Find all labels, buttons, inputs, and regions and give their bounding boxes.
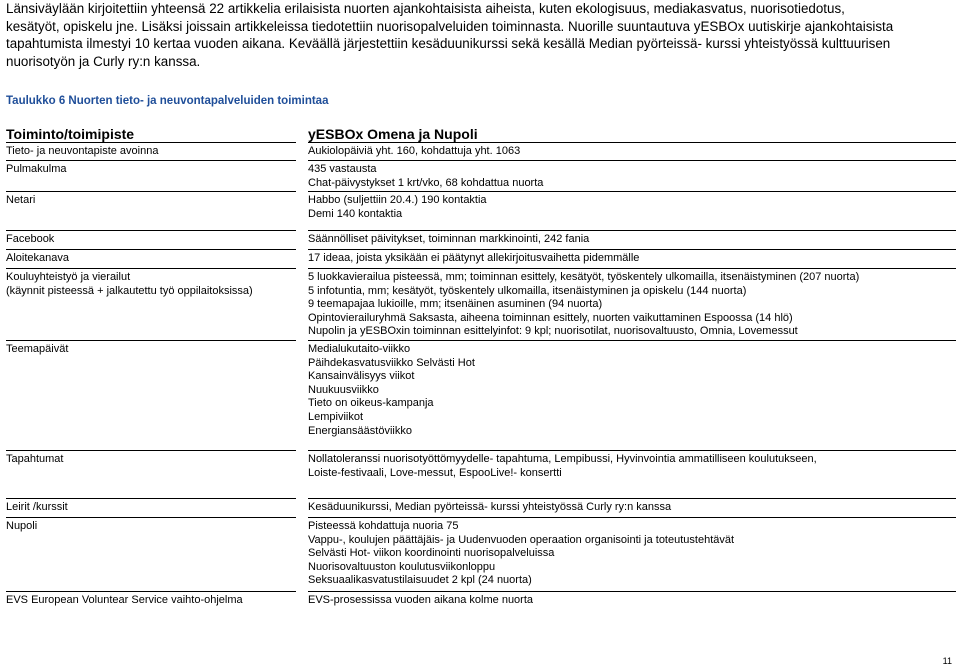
row-rule [6, 517, 296, 518]
detail-line: Seksuaalikasvatustilaisuudet 2 kpl (24 nuorta) [308, 574, 532, 587]
row-details [308, 520, 956, 588]
intro-line: tapahtumista ilmestyi 10 kertaa vuoden aikana. Keväällä järjestettiin kesäduunikurssi sekä kesällä Median pyörteissä- kurssi yhteistyössä kulttuurisen [6, 36, 891, 52]
row-rule [6, 191, 296, 192]
detail-line: Säännölliset päivitykset, toiminnan markkinointi, 242 fania [308, 233, 590, 245]
header-rule [308, 142, 956, 143]
detail-line: Medialukutaito-viikko [308, 343, 411, 355]
detail-line: Nollatoleranssi nuorisotyöttömyydelle- tapahtuma, Lempibussi, Hyvinvointia ammatilliseen koulutukseen, [308, 453, 817, 465]
detail-line: Kesäduunikurssi, Median pyörteissä- kurssi yhteistyössä Curly ry:n kanssa [308, 501, 672, 513]
intro-paragraph [6, 0, 956, 70]
row-label: Nupoli [6, 520, 38, 532]
detail-line: Nupolin ja yESBOxin toiminnan esittelyinfot: 9 kpl; nuorisotilat, nuorisovaltuusto, Omnia, Lovemessut [308, 325, 798, 338]
intro-line: nuorisotyön ja Curly ry:n kanssa. [6, 53, 201, 69]
row-rule [6, 249, 296, 250]
detail-line: Vappu-, koulujen päättäjäis- ja Uudenvuoden operaation organisointi ja toteutustehtävät [308, 533, 735, 546]
row-label: Tieto- ja neuvontapiste avoinna [6, 145, 159, 157]
detail-line: Kansainvälisyys viikot [308, 370, 415, 383]
row-rule [6, 450, 296, 451]
row-rule [6, 160, 296, 161]
detail-line: 5 infotuntia, mm; kesätyöt, työskentely ulkomailla, itsenäistyminen ja opiskelu (144 nuorta) [308, 284, 747, 297]
row-rule [308, 268, 956, 269]
row-label: Teemapäivät [6, 343, 69, 355]
table-caption: Taulukko 6 Nuorten tieto- ja neuvontapalveluiden toimintaa [6, 95, 329, 107]
row-details [308, 271, 956, 339]
detail-line: Päihdekasvatusviikko Selvästi Hot [308, 356, 475, 369]
row-label: Facebook [6, 233, 55, 245]
intro-line: kesätyöt, opiskelu jne. Lisäksi joissain artikkeleissa tiedotettiin nuorisopalveluiden toiminnasta. Nuorille suuntautuva yESBOx uutiskirje ajankohtaisista [6, 18, 894, 34]
row-label: Leirit /kurssit [6, 501, 68, 513]
row-details [308, 163, 956, 190]
detail-line: Nuorisovaltuuston koulutusviikonloppu [308, 560, 496, 573]
detail-line: Selvästi Hot- viikon koordinointi nuorisopalveluissa [308, 547, 555, 560]
detail-line: 435 vastausta [308, 163, 377, 175]
row-rule [308, 340, 956, 341]
row-details [308, 145, 956, 159]
detail-line: Lempiviikot [308, 410, 364, 423]
detail-line: Energiansäästöviikko [308, 424, 412, 437]
detail-line: Nuukuusviikko [308, 383, 379, 396]
row-rule [308, 517, 956, 518]
page-number: 11 [942, 656, 952, 666]
header-col-location: yESBOx Omena ja Nupoli [308, 126, 478, 142]
detail-line: 5 luokkavierailua pisteessä, mm; toiminnan esittely, kesätyöt, työskentely ulkomailla, itsenäistyminen (207 nuorta) [308, 271, 860, 283]
row-label: Aloitekanava [6, 252, 69, 264]
row-details [308, 252, 956, 266]
header-col-activity: Toiminto/toimipiste [6, 126, 135, 142]
detail-line: Opintovierailuryhmä Saksasta, aiheena toiminnan esittely, nuorten vaikuttaminen Espoossa (14 hlö) [308, 311, 793, 324]
intro-line: Länsiväylään kirjoitettiin yhteensä 22 artikkelia erilaisista nuorten ajankohtaisista aiheista, kuten ekologisuus, mediakasvatus, nuorisotiedotus, [6, 1, 845, 16]
row-details [308, 343, 956, 438]
row-rule [308, 191, 956, 192]
detail-line: Pisteessä kohdattuja nuoria 75 [308, 520, 459, 532]
row-details [308, 194, 956, 221]
row-rule [308, 450, 956, 451]
row-details [308, 501, 956, 515]
row-details [308, 233, 956, 247]
detail-line: 9 teemapajaa lukioille, mm; itsenäinen asuminen (94 nuorta) [308, 298, 603, 311]
row-label: Tapahtumat [6, 453, 64, 465]
row-rule [6, 340, 296, 341]
row-rule [308, 498, 956, 499]
row-label: Kouluyhteistyö ja vierailut (käynnit pisteessä + jalkautettu työ oppilaitoksissa) [6, 271, 253, 297]
row-rule [308, 230, 956, 231]
header-rule [6, 142, 296, 143]
detail-line: Demi 140 kontaktia [308, 207, 403, 220]
detail-line: Chat-päivystykset 1 krt/vko, 68 kohdattua nuorta [308, 176, 544, 189]
row-rule [6, 268, 296, 269]
row-details [308, 594, 956, 608]
row-rule [308, 591, 956, 592]
detail-line: Loiste-festivaali, Love-messut, EspooLive!- konsertti [308, 466, 562, 479]
row-rule [6, 591, 296, 592]
row-rule [6, 498, 296, 499]
row-label: EVS European Voluntear Service vaihto-ohjelma [6, 594, 243, 606]
detail-line: 17 ideaa, joista yksikään ei päätynyt allekirjoitusvaihetta pidemmälle [308, 252, 640, 264]
detail-line: Habbo (suljettiin 20.4.) 190 kontaktia [308, 194, 487, 206]
row-rule [6, 230, 296, 231]
detail-line: Tieto on oikeus-kampanja [308, 397, 434, 410]
detail-line: EVS-prosessissa vuoden aikana kolme nuorta [308, 594, 534, 606]
row-details [308, 453, 956, 480]
row-label: Pulmakulma [6, 163, 67, 175]
row-rule [308, 160, 956, 161]
row-label: Netari [6, 194, 36, 206]
row-rule [308, 249, 956, 250]
detail-line: Aukiolopäiviä yht. 160, kohdattuja yht. 1063 [308, 145, 521, 157]
